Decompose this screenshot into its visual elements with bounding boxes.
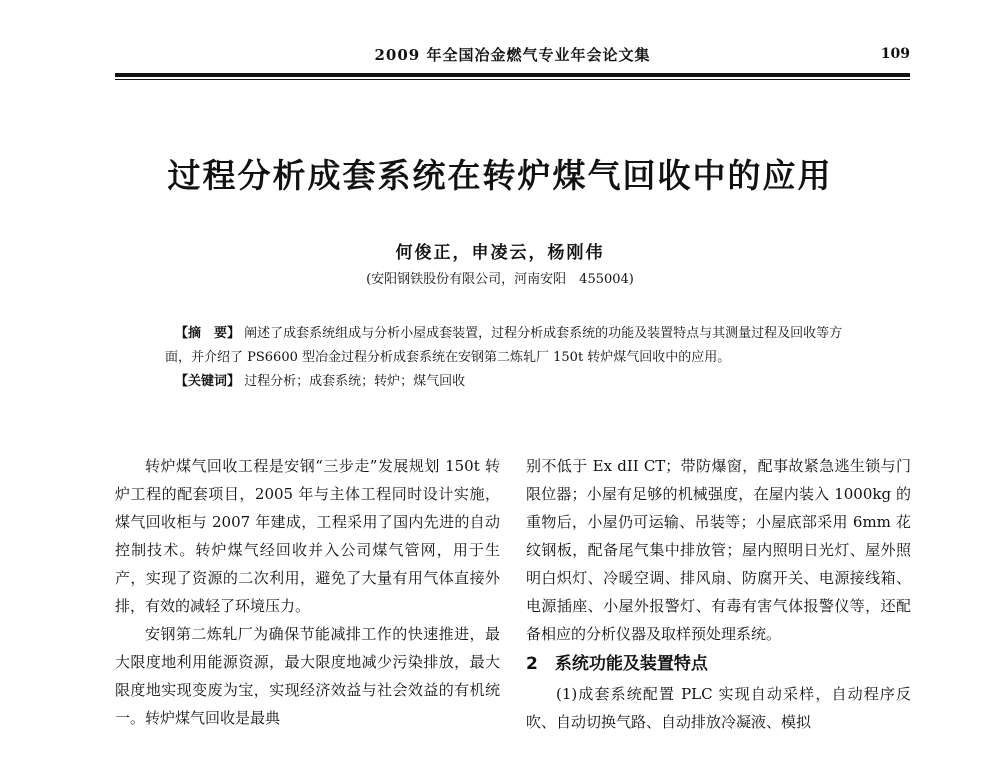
- abstract-label: 【摘 要】: [175, 326, 241, 341]
- article-title: 过程分析成套系统在转炉煤气回收中的应用: [167, 156, 833, 195]
- body-paragraph: 安钢第二炼轧厂为确保节能减排工作的快速推进，最大限度地利用能源资源，最大限度地减少污染排放，最大限度地实现变废为宝，实现经济效益与社会效益的有机统一。转炉煤气回收是最典: [115, 625, 500, 727]
- body-paragraph-continued: 别不低于 Ex dII CT；带防爆窗，配事故紧急逃生锁与门限位器；小屋有足够的机械强度，在屋内装入 1000kg 的重物后，小屋仍可运输、吊装等；小屋底部采用 6mm 花纹钢板，配备尾气集中排放管；屋内照明日光灯、屋外照明白炽灯、冷暖空调、排风扇、防腐开关、电源接线箱、电源插座、小屋外报警灯、有毒有害气体报警仪等，还配备相应的分析仪器及取样预处理系统。: [526, 457, 911, 643]
- page-number: 109: [880, 46, 910, 62]
- article-affiliation: (安阳钢铁股份有限公司，河南安阳 455004): [366, 272, 634, 287]
- keywords-paragraph: [165, 370, 855, 394]
- body-paragraph: (1)成套系统配置 PLC 实现自动采样，自动程序反吹、自动切换气路、自动排放冷凝液、模拟: [526, 685, 911, 731]
- header-rule-thick: [115, 73, 910, 77]
- body-paragraph: 转炉煤气回收工程是安钢“三步走”发展规划 150t 转炉工程的配套项目，2005 年与主体工程同时设计实施，煤气回收柜与 2007 年建成，工程采用了国内先进的自动控制技术。转炉煤气经回收并入公司煤气管网，用于生产，实现了资源的二次利用，避免了大量有用气体直接外排，有效的减轻了环境压力。: [115, 457, 500, 615]
- left-column: [115, 452, 500, 732]
- header-rule-thin: [115, 79, 910, 80]
- right-column: [526, 452, 911, 736]
- keywords-text: 过程分析；成套系统；转炉；煤气回收: [244, 374, 466, 389]
- abstract-paragraph: [165, 322, 855, 370]
- article-authors: 何俊正，申凌云，杨刚伟: [395, 243, 605, 263]
- abstract-block: [165, 322, 855, 394]
- abstract-text: 阐述了成套系统组成与分析小屋成套装置，过程分析成套系统的功能及装置特点与其测量过程及回收等方面，并介绍了 PS6600 型冶金过程分析成套系统在安钢第二炼轧厂 150t 转炉煤气回收中的应用。: [165, 326, 843, 365]
- running-title: 2009 年全国冶金燃气专业年会论文集: [374, 46, 651, 64]
- running-header: [115, 30, 910, 70]
- section-heading: 2 系统功能及装置特点: [526, 654, 708, 674]
- keywords-label: 【关键词】: [175, 374, 241, 389]
